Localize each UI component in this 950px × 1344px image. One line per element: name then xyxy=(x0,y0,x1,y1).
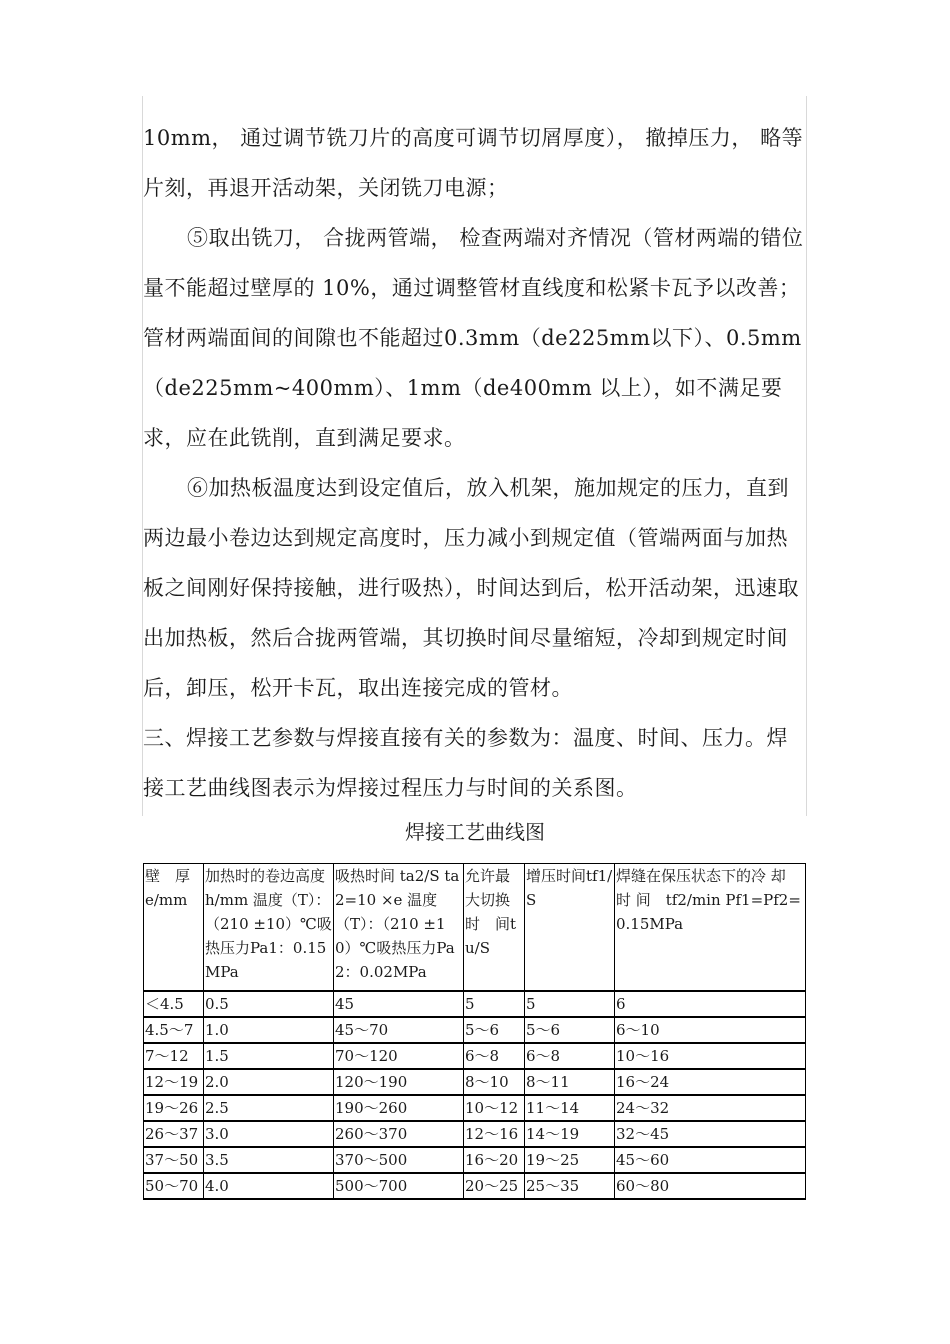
table-cell: 260～370 xyxy=(334,1121,464,1147)
table-cell: 120～190 xyxy=(334,1069,464,1095)
table-row xyxy=(144,991,806,1017)
table-cell: 60～80 xyxy=(615,1173,806,1199)
table-cell: 26～37 xyxy=(144,1121,204,1147)
table-row xyxy=(144,1173,806,1199)
table-row xyxy=(144,1069,806,1095)
table-cell: 0.5 xyxy=(204,991,334,1017)
table-cell: 16～24 xyxy=(615,1069,806,1095)
table-cell: 6～10 xyxy=(615,1017,806,1043)
table-cell: 2.0 xyxy=(204,1069,334,1095)
header-heat-soak-time: 吸热时间 ta2/S ta2=10 ×e 温度（T）：（210 ±10）℃吸热压力Pa2：0.02MPa xyxy=(334,864,464,992)
table-cell: 2.5 xyxy=(204,1095,334,1121)
table-cell: 70～120 xyxy=(334,1043,464,1069)
welding-parameters-table xyxy=(143,863,806,1200)
table-cell: 8～10 xyxy=(464,1069,525,1095)
body-text xyxy=(143,113,807,813)
table-cell: 7～12 xyxy=(144,1043,204,1069)
table-row xyxy=(144,1043,806,1069)
table-caption: 焊接工艺曲线图 xyxy=(405,820,545,844)
table-cell: 5 xyxy=(525,991,615,1017)
table-cell: 20～25 xyxy=(464,1173,525,1199)
paragraph-step-5: ⑤取出铣刀， 合拢两管端， 检查两端对齐情况（管材两端的错位量不能超过壁厚的 10%，通过调整管材直线度和松紧卡瓦予以改善；管材两端面间的间隙也不能超过0.3mm（de225mm以下）、0.5mm（de225mm~400mm）、1mm（de400mm 以上），如不满足要求，应在此铣削，直到满足要求。 xyxy=(143,226,804,450)
table-cell: 32～45 xyxy=(615,1121,806,1147)
table-cell: 190～260 xyxy=(334,1095,464,1121)
table-cell: 4.5～7 xyxy=(144,1017,204,1043)
table-cell: 10～12 xyxy=(464,1095,525,1121)
table-cell: 5～6 xyxy=(525,1017,615,1043)
table-cell: 1.5 xyxy=(204,1043,334,1069)
table-cell: 6～8 xyxy=(464,1043,525,1069)
header-changeover-time: 允许最大切换时 间tu/S xyxy=(464,864,525,992)
table-cell: 6 xyxy=(615,991,806,1017)
table-cell: 370～500 xyxy=(334,1147,464,1173)
table-cell: 3.5 xyxy=(204,1147,334,1173)
table-cell: 10～16 xyxy=(615,1043,806,1069)
paragraph-step-6: ⑥加热板温度达到设定值后，放入机架，施加规定的压力，直到两边最小卷边达到规定高度时，压力减小到规定值（管端两面与加热板之间刚好保持接触，进行吸热），时间达到后，松开活动架，迅速取出加热板，然后合拢两管端，其切换时间尽量缩短，冷却到规定时间后，卸压，松开卡瓦，取出连接完成的管材。 xyxy=(143,476,799,700)
table-cell: 37～50 xyxy=(144,1147,204,1173)
table-cell: 12～19 xyxy=(144,1069,204,1095)
paragraph-section-3: 三、焊接工艺参数与焊接直接有关的参数为：温度、时间、压力。焊接工艺曲线图表示为焊接过程压力与时间的关系图。 xyxy=(143,726,788,800)
table-row xyxy=(144,1121,806,1147)
table-cell: 12～16 xyxy=(464,1121,525,1147)
table-row xyxy=(144,1017,806,1043)
header-wall-thickness: 壁 厚e/mm xyxy=(144,864,204,992)
paragraph-continuation: 10mm， 通过调节铣刀片的高度可调节切屑厚度）， 撤掉压力， 略等片刻，再退开活动架，关闭铣刀电源； xyxy=(143,126,804,200)
table-cell: 14～19 xyxy=(525,1121,615,1147)
table-cell: 8～11 xyxy=(525,1069,615,1095)
table-cell: 25～35 xyxy=(525,1173,615,1199)
table-cell: 3.0 xyxy=(204,1121,334,1147)
table-row xyxy=(144,1147,806,1173)
table-cell: 45～60 xyxy=(615,1147,806,1173)
table-cell: 500～700 xyxy=(334,1173,464,1199)
table-cell: 4.0 xyxy=(204,1173,334,1199)
table-cell: ＜4.5 xyxy=(144,991,204,1017)
table-cell: 45 xyxy=(334,991,464,1017)
table-cell: 50～70 xyxy=(144,1173,204,1199)
table-header-row xyxy=(144,864,806,992)
table-cell: 24～32 xyxy=(615,1095,806,1121)
header-cooling-time: 焊缝在保压状态下的冷 却 时 间 tf2/min Pf1=Pf2=0.15MPa xyxy=(615,864,806,992)
table-cell: 16～20 xyxy=(464,1147,525,1173)
table-cell: 1.0 xyxy=(204,1017,334,1043)
table-cell: 6～8 xyxy=(525,1043,615,1069)
table-cell: 11～14 xyxy=(525,1095,615,1121)
table-cell: 19～26 xyxy=(144,1095,204,1121)
table-row xyxy=(144,1095,806,1121)
table-cell: 5 xyxy=(464,991,525,1017)
table-cell: 19～25 xyxy=(525,1147,615,1173)
table-cell: 5～6 xyxy=(464,1017,525,1043)
header-bead-height: 加热时的卷边高度 h/mm 温度（T）：（210 ±10）℃吸热压力Pa1：0.15MPa xyxy=(204,864,334,992)
header-pressure-buildup-time: 增压时间tf1/S xyxy=(525,864,615,992)
table-cell: 45～70 xyxy=(334,1017,464,1043)
